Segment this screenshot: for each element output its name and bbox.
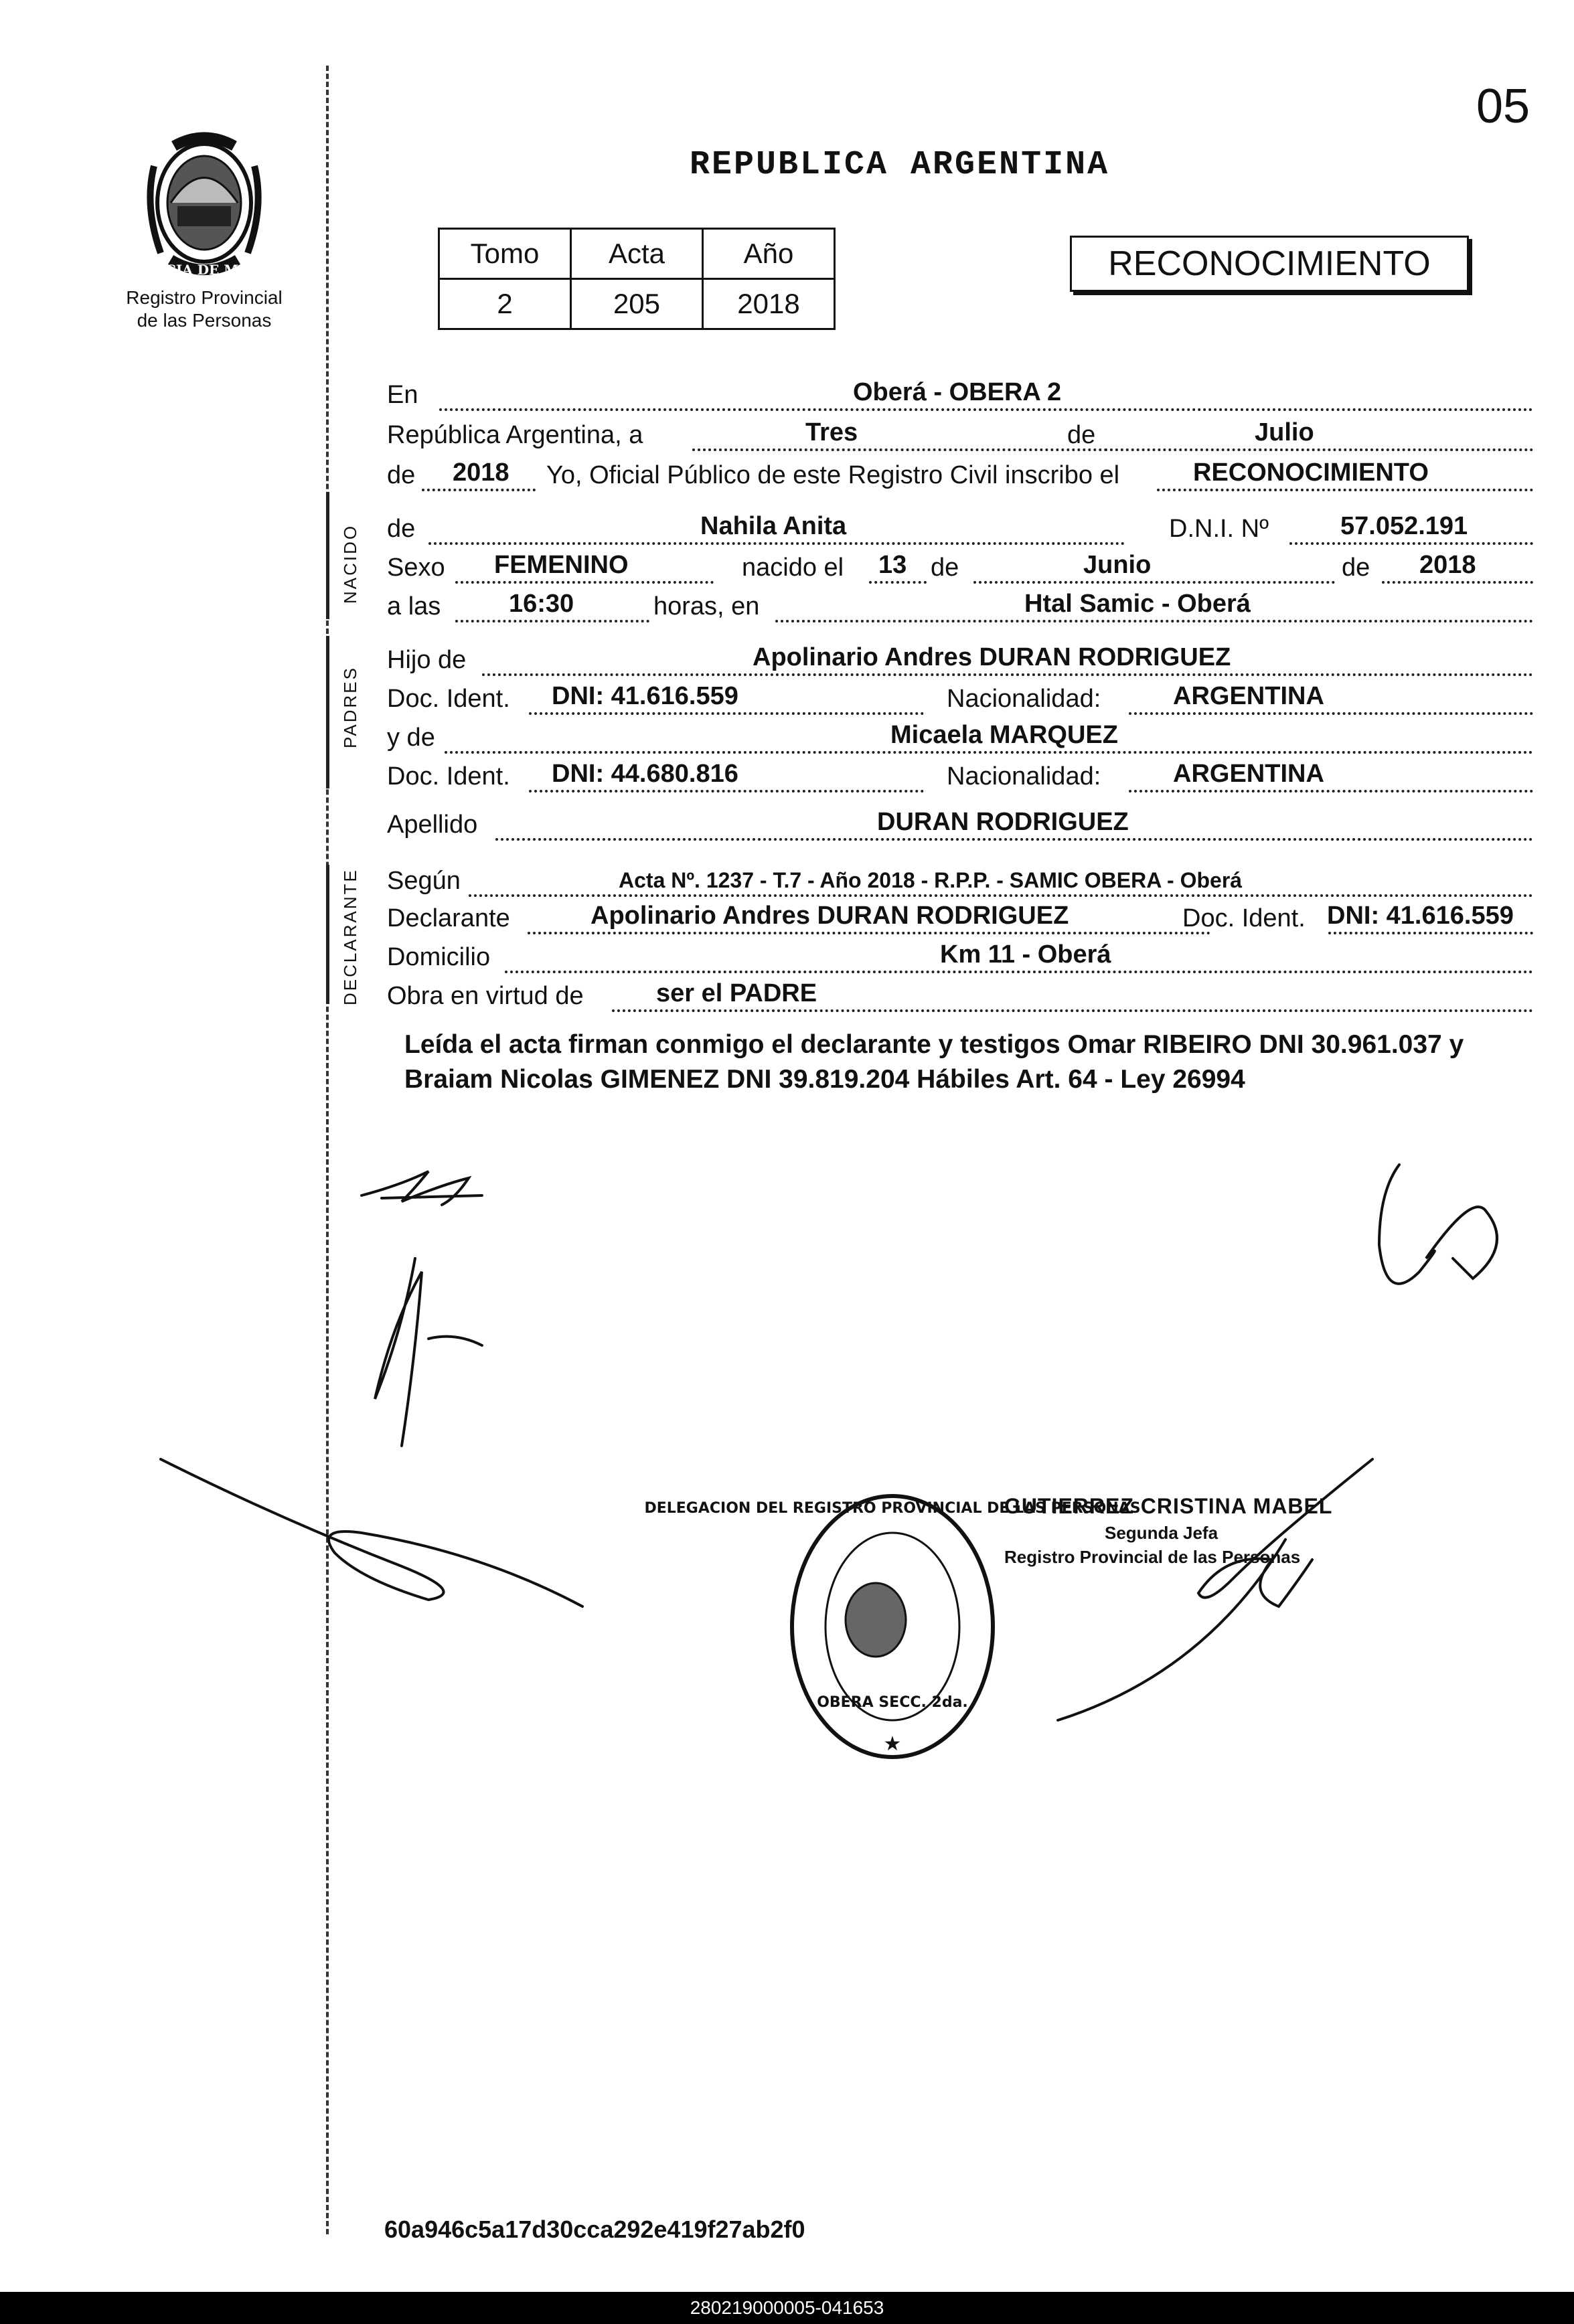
nacido-el-label: nacido el [742,554,844,582]
registry-line-1: Registro Provincial [126,287,283,308]
child-name: Nahila Anita [700,512,847,540]
row-mother-doc [387,755,1533,795]
margin-dashed-line [326,66,329,2234]
declarante-value: Apolinario Andres DURAN RODRIGUEZ [591,902,1069,930]
official-name: GUTIERREZ CRISTINA MABEL [1004,1494,1333,1518]
nacido-section-label: NACIDO [340,523,360,604]
header-anio: Año [703,229,835,279]
year-value: 2018 [453,459,509,487]
a-las-label: a las [387,592,441,620]
signature-4 [161,1459,582,1606]
nacionalidad-label-2: Nacionalidad: [947,762,1101,791]
row-nacido-de [387,507,1533,548]
birth-time: 16:30 [509,590,574,618]
value-tomo: 2 [439,279,571,329]
row-father [387,639,1533,679]
signature-2 [375,1258,482,1446]
declarante-label: Declarante [387,904,510,932]
row-mother [387,716,1533,756]
official-role: Segunda Jefa [1105,1523,1218,1543]
day-value: Tres [805,418,858,446]
row-republica [387,414,1533,454]
declarante-section-label: DECLARANTE [340,868,360,1005]
segun-label: Según [387,867,461,895]
mother-doc: DNI: 44.680.816 [552,760,738,788]
padres-bar [326,636,329,788]
value-anio: 2018 [703,279,835,329]
nacionalidad-label: Nacionalidad: [947,685,1101,713]
row-declarante [387,897,1533,937]
doc-ident-label-2: Doc. Ident. [387,762,510,791]
document-type-box: RECONOCIMIENTO [1070,236,1469,292]
republica-label: República Argentina, a [387,421,643,449]
padres-section-label: PADRES [340,666,360,748]
horas-en-label: horas, en [653,592,760,620]
footer-code: 280219000005-041653 [690,2297,884,2318]
emblem-text: PROVINCIA DE MISIONES [104,262,305,278]
segun-value: Acta Nº. 1237 - T.7 - Año 2018 - R.P.P. - SAMIC OBERA - Oberá [619,868,1243,892]
registry-name [100,286,308,332]
seal-inner-text: OBERA SECC. 2da. [817,1694,968,1711]
sexo-label: Sexo [387,554,445,582]
officer-text: Yo, Oficial Público de este Registro Civil inscribo el [546,461,1120,489]
registry-line-2: de las Personas [137,310,272,331]
province-emblem-icon [104,126,305,286]
en-value: Oberá - OBERA 2 [853,378,1062,406]
father-name: Apolinario Andres DURAN RODRIGUEZ [753,643,1231,671]
official-office: Registro Provincial de las Personas [1004,1547,1301,1567]
birth-de2-label: de [1342,554,1370,582]
birth-place: Htal Samic - Oberá [1024,590,1251,618]
declarante-doc: DNI: 41.616.559 [1327,902,1514,930]
registry-seal-icon [644,1486,1141,1767]
father-nationality: ARGENTINA [1173,682,1324,710]
inscribe-value: RECONOCIMIENTO [1193,459,1429,487]
de2-label: de [387,461,416,489]
en-label: En [387,381,418,409]
hijo-de-label: Hijo de [387,646,467,674]
y-de-label: y de [387,724,435,752]
closing-statement: Leída el acta firman conmigo el declarante y testigos Omar RIBEIRO DNI 30.961.037 y Braiam Nicolas GIMENEZ DNI 39.819.204 Hábiles Art. 64 - Ley 26994 [404,1030,1464,1094]
page-number: 05 [1476,80,1530,133]
declarante-bar [326,865,329,1004]
signature-1 [362,1171,482,1205]
row-sexo [387,546,1533,586]
nacido-de-label: de [387,515,416,543]
domicilio-value: Km 11 - Oberá [940,940,1111,969]
obra-label: Obra en virtud de [387,982,584,1010]
birth-day: 13 [878,551,907,579]
row-domicilio [387,936,1533,976]
mother-nationality: ARGENTINA [1173,760,1324,788]
obra-value: ser el PADRE [656,979,817,1007]
domicilio-label: Domicilio [387,943,491,971]
signature-3 [1379,1165,1497,1284]
birth-year: 2018 [1419,551,1476,579]
document-hash: 60a946c5a17d30cca292e419f27ab2f0 [384,2216,805,2243]
doc-ident-label: Doc. Ident. [387,685,510,713]
header-tomo: Tomo [439,229,571,279]
apellido-label: Apellido [387,811,478,839]
mother-name: Micaela MARQUEZ [890,721,1118,749]
child-dni: 57.052.191 [1340,512,1468,540]
father-doc: DNI: 41.616.559 [552,682,738,710]
footer-bar [0,2292,1574,2324]
official-stamp [1004,1491,1332,1569]
row-father-doc [387,677,1533,718]
seal-ring-text: DELEGACION DEL REGISTRO PROVINCIAL DE LAS PERSONAS [644,1500,1141,1517]
document-title: REPUBLICA ARGENTINA [690,146,1110,184]
row-officer [387,454,1533,494]
nacido-bar [326,492,329,619]
header-acta: Acta [571,229,703,279]
birth-month: Junio [1083,551,1152,579]
month-value: Julio [1255,418,1314,446]
birth-de-label: de [931,554,959,582]
apellido-value: DURAN RODRIGUEZ [877,808,1129,836]
record-table [438,228,836,330]
sexo-value: FEMENINO [494,551,629,579]
row-segun [387,859,1533,900]
row-obra [387,975,1533,1015]
doc-ident-label-3: Doc. Ident. [1182,904,1306,932]
row-en [387,374,1533,414]
row-time-place [387,585,1533,625]
dni-label: D.N.I. Nº [1169,515,1269,543]
row-apellido [387,803,1533,843]
de-label: de [1067,421,1096,449]
svg-text:★: ★ [883,1733,902,1755]
value-acta: 205 [571,279,703,329]
